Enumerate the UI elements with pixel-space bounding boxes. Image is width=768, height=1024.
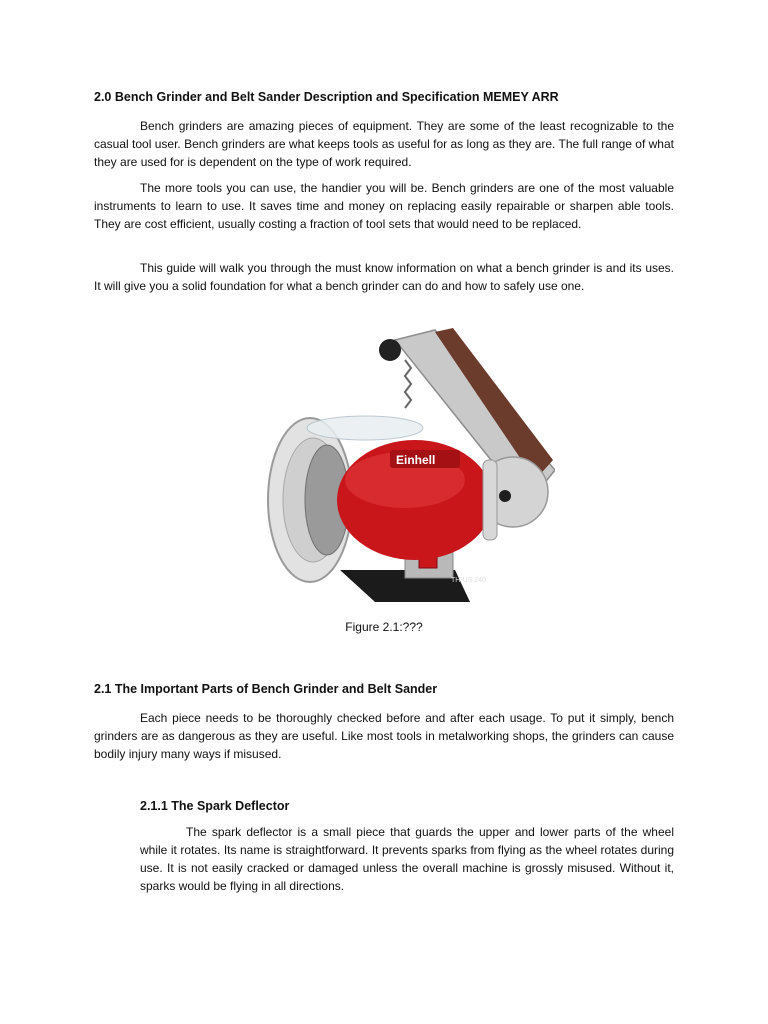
- tension-spring: [405, 360, 411, 408]
- bench-grinder-belt-sander-image: [255, 320, 555, 620]
- model-label: TH-US 240: [451, 577, 487, 584]
- section-heading-2-0: 2.0 Bench Grinder and Belt Sander Description and Specification MEMEY ARR: [94, 90, 559, 104]
- section-2-1-paragraph: Each piece needs to be thoroughly checked before and after each usage. To put it simply, bench grinders are as dangerous as they are useful. Like most tools in metalworking shops, the grinders can cause bodily injury many ways if misused.: [94, 711, 674, 761]
- motor-ring: [483, 460, 497, 540]
- intro-paragraph-2: The more tools you can use, the handier you will be. Bench grinders are one of the most valuable instruments to learn to use. It saves time and money on replacing easily repairable or sharpen able tools. They are cost efficient, usually costing a fraction of tool sets that would need to be replaced.: [94, 181, 674, 231]
- section-heading-2-1-1: 2.1.1 The Spark Deflector: [140, 799, 290, 813]
- sander-adjust-knob: [499, 490, 511, 502]
- intro-paragraph-3: This guide will walk you through the must know information on what a bench grinder is and its uses. It will give you a solid foundation for what a bench grinder can do and how to safely use one.: [94, 261, 674, 293]
- section-heading-2-1: 2.1 The Important Parts of Bench Grinder and Belt Sander: [94, 682, 438, 696]
- figure-caption: Figure 2.1:???: [345, 620, 423, 634]
- brand-logo: Einhell: [396, 453, 436, 467]
- eye-shield: [307, 416, 423, 440]
- tension-knob: [379, 339, 401, 361]
- intro-paragraph-1: Bench grinders are amazing pieces of equipment. They are some of the least recognizable to the casual tool user. Bench grinders are what keeps tools as useful for as long as they are. The full range of what they are used for is dependent on the type of work required.: [94, 119, 674, 169]
- section-2-1-1-paragraph: The spark deflector is a small piece that guards the upper and lower parts of the wheel while it rotates. Its name is straightforward. It prevents sparks from flying as the wheel rotates during use. It is not easily cracked or damaged unless the overall machine is grossly misused. Without it, sparks would be flying in all directions.: [140, 825, 674, 893]
